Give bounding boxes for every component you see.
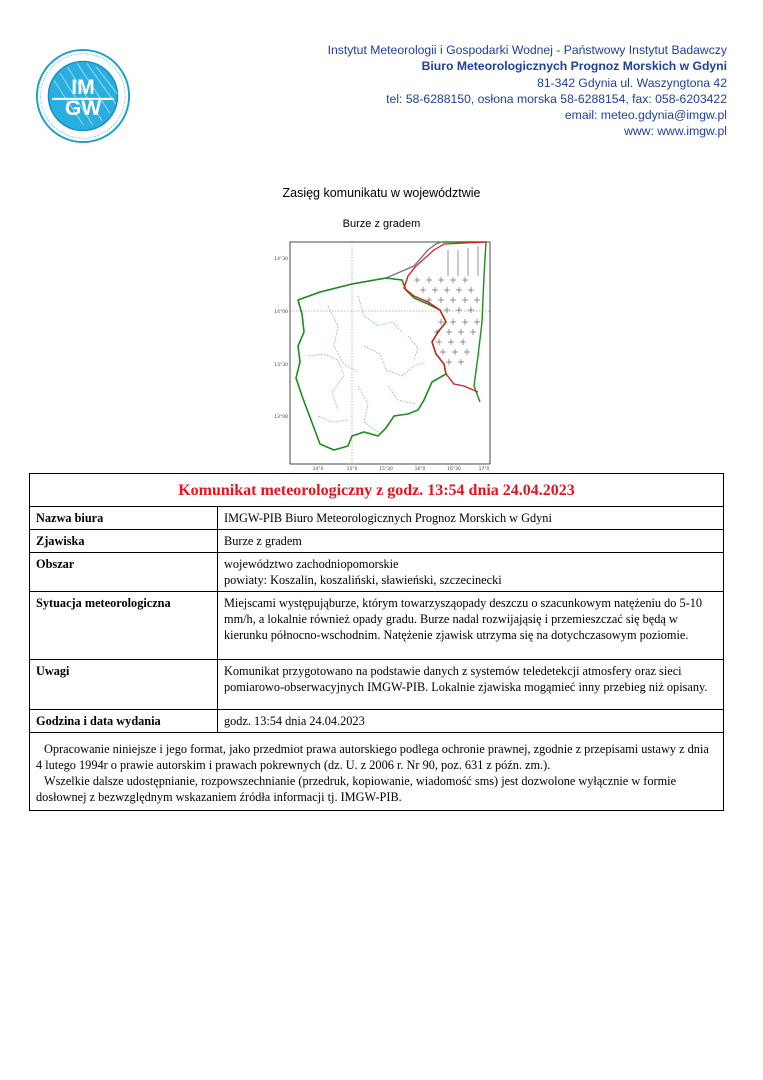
x-tick-label: 15°0: [346, 467, 358, 472]
row-label-office: Nazwa biura: [30, 507, 218, 530]
row-label-phenomena: Zjawiska: [30, 530, 218, 553]
x-tick-label: 16°0: [414, 467, 426, 472]
office-website[interactable]: www: www.imgw.pl: [624, 124, 727, 139]
office-email[interactable]: email: meteo.gdynia@imgw.pl: [564, 108, 727, 123]
institute-name: Instytut Meteorologii i Gospodarki Wodnej - Państwowy Instytut Badawczy: [327, 43, 727, 57]
map-frame: [290, 242, 490, 464]
row-value-issued: godz. 13:54 dnia 24.04.2023: [218, 710, 724, 733]
x-tick-label: 16°30: [447, 467, 461, 472]
x-tick-label: 14°0: [312, 467, 324, 472]
table-row: [30, 710, 724, 733]
row-value-office: IMGW-PIB Biuro Meteorologicznych Prognoz Morskich w Gdyni: [218, 507, 724, 530]
x-tick-label: 15°30: [379, 467, 393, 472]
report-title-cell: [30, 474, 724, 507]
table-row: [30, 530, 724, 553]
row-label-remarks: Uwagi: [30, 660, 218, 710]
y-tick-label: 14°00: [274, 310, 288, 315]
report-title: Komunikat meteorologiczny z godz. 13:54 dnia 24.04.2023: [178, 482, 575, 499]
svg-text:GW: GW: [64, 97, 102, 121]
x-tick-label: 17°0: [478, 467, 490, 472]
warning-area-map: [268, 236, 498, 472]
distribution-text: Wszelkie dalsze udostępnianie, rozpowszechnianie (przedruk, kopiowanie, wiadomość sms) jest dozwolone wyłącznie w formie dosłownej z bezwzględnym wskazaniem źródła informacji tj. IMGW-PIB.: [36, 774, 677, 804]
copyright-notice: [30, 733, 724, 811]
office-phone: tel: 58-6288150, osłona morska 58-6288154, fax: 058-6203422: [386, 91, 727, 106]
copyright-text: Opracowanie niniejsze i jego format, jako przedmiot prawa autorskiego podlega ochronie prawnej, zgodnie z przepisami ustawy z dnia 4 lutego 1994r o prawie autorskim i prawach pokrewnych (dz. U. z 2006 r. Nr 90, poz. 631 z późn. zm.).: [36, 742, 709, 772]
area-voivodeship: województwo zachodniopomorskie: [224, 557, 399, 571]
institute-header: [328, 42, 727, 140]
row-label-situation: Sytuacja meteorologiczna: [30, 592, 218, 660]
y-tick-label: 13°00: [274, 415, 288, 420]
office-name: Biuro Meteorologicznych Prognoz Morskich w Gdyni: [421, 59, 727, 74]
row-label-area: Obszar: [30, 553, 218, 592]
row-value-phenomena: Burze z gradem: [218, 530, 724, 553]
imgw-logo: [35, 48, 131, 144]
row-label-issued: Godzina i data wydania: [30, 710, 218, 733]
weather-report-table: [29, 473, 724, 811]
table-row: [30, 592, 724, 660]
office-address: 81-342 Gdynia ul. Waszyngtona 42: [537, 75, 727, 90]
y-tick-label: 14°30: [274, 257, 288, 262]
row-value-area: [218, 553, 724, 592]
table-row: [30, 660, 724, 710]
row-value-situation: Miejscami występująburze, którym towarzysząopady deszczu o szacunkowym natężeniu do 5-10 mm/h, a lokalnie również opady gradu. Burze nadal rozwijająsię i przemieszczać się będą w kierunku północno-wschodnim. Natężenie zjawisk utrzyma się na dotychczasowym poziomie.: [218, 592, 724, 660]
row-value-remarks: Komunikat przygotowano na podstawie danych z systemów teledetekcji atmosfery oraz sieci pomiarowo-obserwacyjnych IMGW-PIB. Lokalnie zjawiska mogąmieć inny przebieg niż opisany.: [218, 660, 724, 710]
table-row: [30, 507, 724, 530]
map-title: Zasięg komunikatu w województwie: [282, 186, 481, 200]
svg-text:IM: IM: [71, 76, 95, 100]
table-row: [30, 553, 724, 592]
map-subtitle: Burze z gradem: [342, 218, 421, 230]
area-counties: powiaty: Koszalin, koszaliński, sławieński, szczecinecki: [224, 573, 502, 587]
y-tick-label: 13°30: [274, 363, 288, 368]
